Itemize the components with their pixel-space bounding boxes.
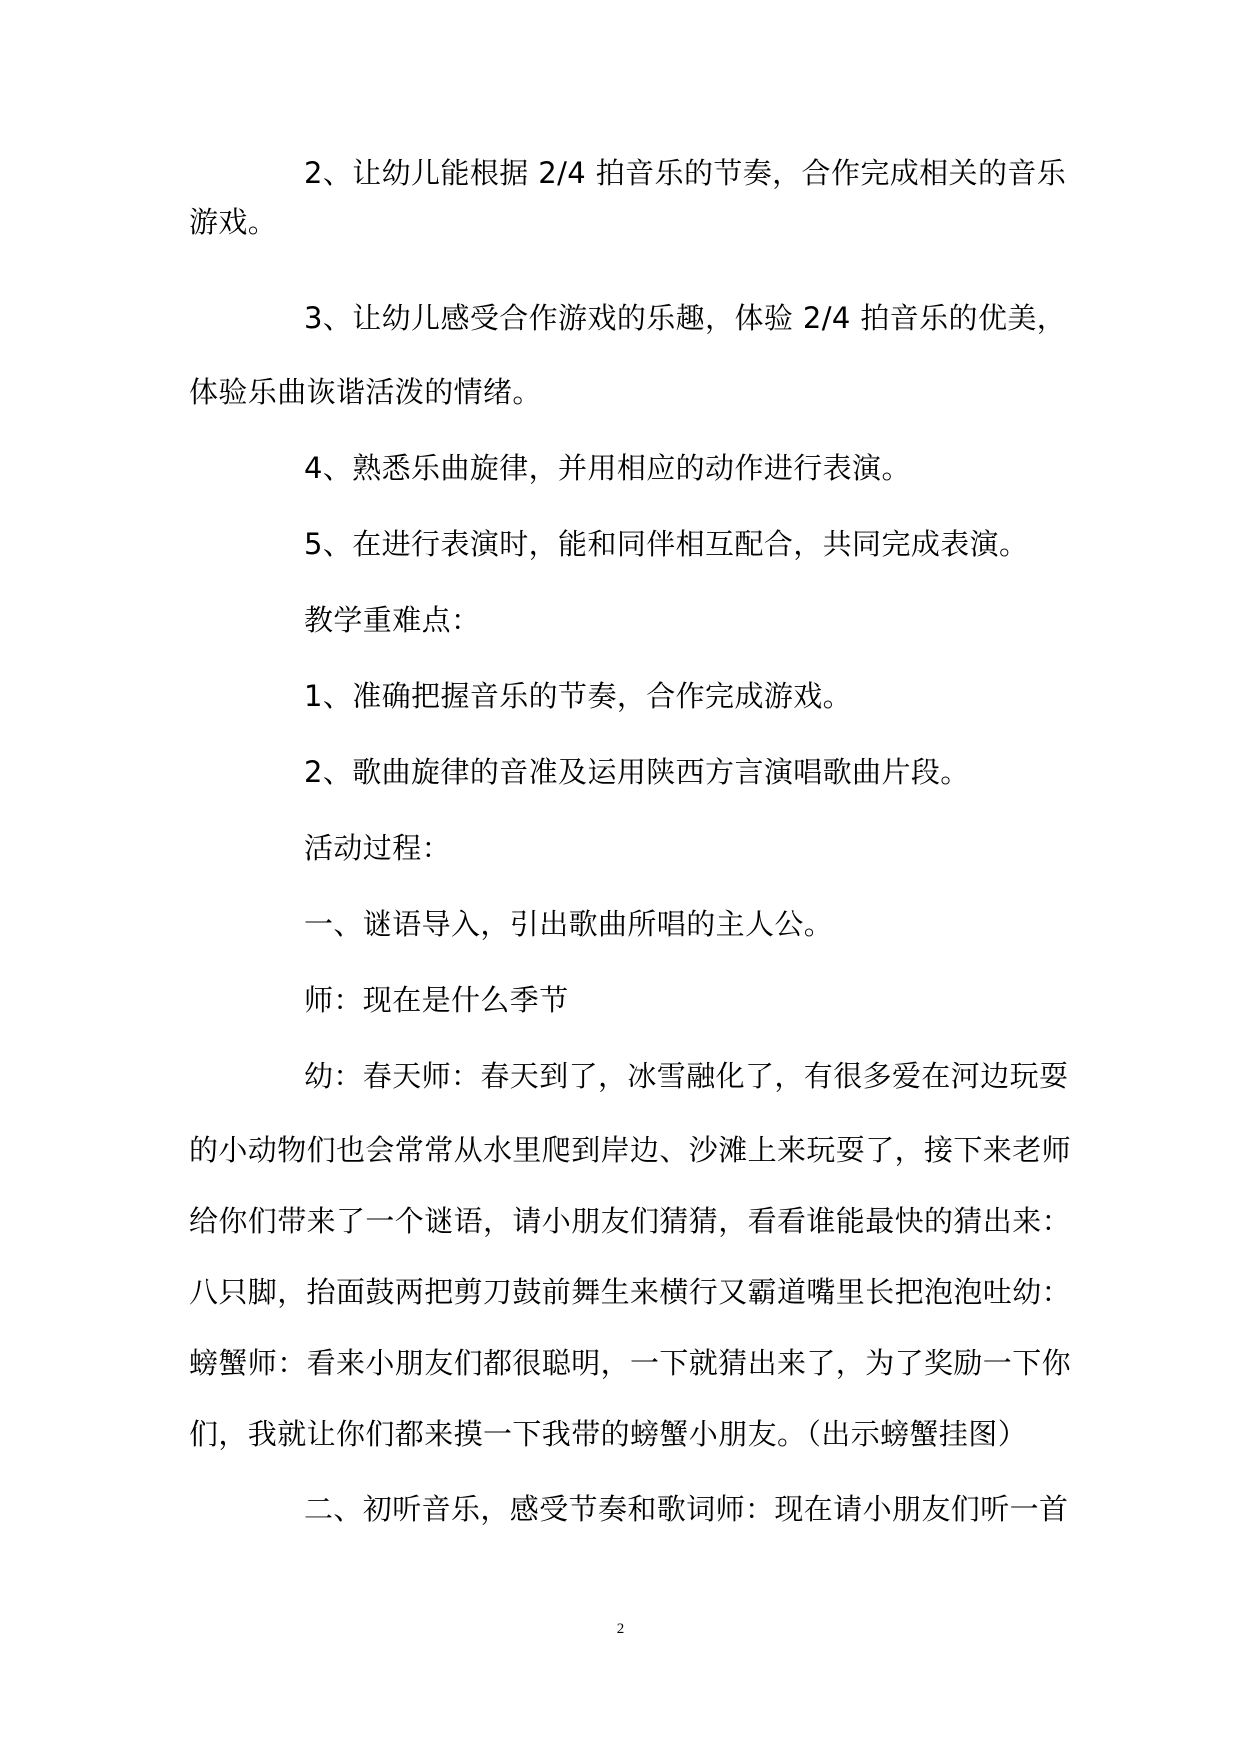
text-line: 的小动物们也会常常从水里爬到岸边、沙滩上来玩耍了，接下来老师 bbox=[189, 1133, 1072, 1167]
text-line: 活动过程： bbox=[304, 831, 452, 865]
page-number: 2 bbox=[616, 1621, 625, 1637]
text-line: 游戏。 bbox=[189, 205, 278, 239]
text-line: 螃蟹师：看来小朋友们都很聪明，一下就猜出来了，为了奖励一下你 bbox=[189, 1346, 1072, 1380]
text-line: 幼：春天师：春天到了，冰雪融化了，有很多爱在河边玩耍 bbox=[304, 1059, 1069, 1093]
text-line: 2、歌曲旋律的音准及运用陕西方言演唱歌曲片段。 bbox=[304, 755, 970, 789]
text-line: 二、初听音乐，感受节奏和歌词师：现在请小朋友们听一首 bbox=[304, 1492, 1069, 1526]
text-line: 4、熟悉乐曲旋律，并用相应的动作进行表演。 bbox=[304, 451, 911, 485]
text-line: 八只脚，抬面鼓两把剪刀鼓前舞生来横行又霸道嘴里长把泡泡吐幼： bbox=[189, 1275, 1072, 1309]
text-line: 给你们带来了一个谜语，请小朋友们猜猜，看看谁能最快的猜出来： bbox=[189, 1204, 1072, 1238]
text-line: 2、让幼儿能根据 2/4 拍音乐的节奏，合作完成相关的音乐 bbox=[304, 156, 1067, 190]
text-line: 5、在进行表演时，能和同伴相互配合，共同完成表演。 bbox=[304, 527, 1029, 561]
text-line: 一、谜语导入，引出歌曲所唱的主人公。 bbox=[304, 907, 834, 941]
text-line: 1、准确把握音乐的节奏，合作完成游戏。 bbox=[304, 679, 853, 713]
text-line: 体验乐曲诙谐活泼的情绪。 bbox=[189, 375, 542, 409]
text-line: 教学重难点： bbox=[304, 603, 481, 637]
text-line: 师：现在是什么季节 bbox=[304, 983, 569, 1017]
text-line: 3、让幼儿感受合作游戏的乐趣，体验 2/4 拍音乐的优美， bbox=[304, 301, 1067, 335]
text-line: 们，我就让你们都来摸一下我带的螃蟹小朋友。（出示螃蟹挂图） bbox=[189, 1417, 1028, 1451]
